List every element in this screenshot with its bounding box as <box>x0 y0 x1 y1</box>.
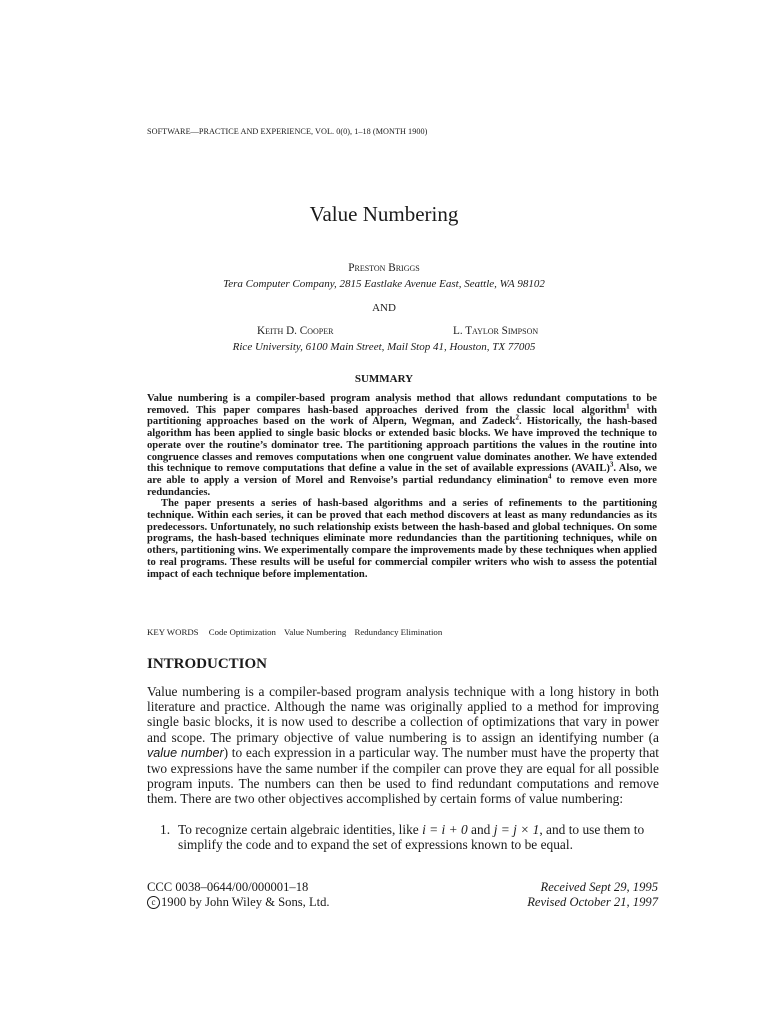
summary-text: . Also, we are able to apply a version of Morel and Renvoise’s partial redundancy elimination <box>147 463 658 486</box>
running-header: SOFTWARE—PRACTICE AND EXPERIENCE, VOL. 0(0), 1–18 (MONTH 1900) <box>147 127 428 136</box>
list-item <box>178 822 660 852</box>
author-affiliation: Tera Computer Company, 2815 Eastlake Avenue East, Seattle, WA 98102 <box>223 278 545 290</box>
list-number: 1. <box>160 822 171 837</box>
author-block-1 <box>0 262 768 274</box>
summary-text: to remove even more redundancies. <box>147 474 658 498</box>
intro-text: ) to each expression in a particular way. The number must have the property that two expressions have the same number if the compiler can prove they are equal for all possible program inputs. The numbers can then be used to find redundant computations and remove them. There are two other objectives accomplished by certain forms of value numbering: <box>147 744 659 807</box>
math-expression: j = j × 1 <box>493 822 540 837</box>
copyright-line <box>147 895 330 910</box>
citation-ref: 3 <box>609 460 614 469</box>
keywords-line <box>147 627 448 637</box>
numbered-list <box>160 822 660 852</box>
list-text: To recognize certain algebraic identities, like <box>178 822 423 837</box>
summary-text: with partitioning approaches based on the work of Alpern, Wegman, and Zadeck <box>147 404 657 428</box>
copyright-icon: c <box>147 896 160 909</box>
summary-paragraph: The paper presents a series of hash-based algorithms and a series of refinements to the partitioning technique. Within each series, it can be proved that each method discovers at least as many redundancies as its predecessors. Unfortunately, no such relationship exists between the hash-based and global techniques. On some programs, the hash-based techniques eliminate more redundancies than the partitioning techniques, while on others, partitioning wins. We experimentally compare the improvements made by these techniques when applied to real programs. These results will be useful for commercial compiler writers who wish to assess the potential impact of each technique before implementation. <box>147 498 657 580</box>
summary-text: Value numbering is a compiler-based program analysis method that allows redundant computations to be removed. This paper compares hash-based approaches derived from the classic local algorithm <box>147 393 657 416</box>
list-text: and <box>467 822 494 837</box>
and-separator: AND <box>372 302 396 314</box>
keywords-label: KEY WORDS <box>147 627 199 637</box>
summary-abstract <box>147 393 657 580</box>
citation-ref: 4 <box>548 472 552 481</box>
summary-text: . Historically, the hash-based algorithm has been applied to single basic blocks or extended basic blocks. We have improved the technique to operate over the routine’s dominator tree. The partitioning approach partitions the values in the routine into congruence classes and removes computations when one congruent value dominates another. We have extended this technique to remove computations that define a value in the set of available expressions (AVAIL) <box>147 416 658 475</box>
introduction-body <box>147 684 659 807</box>
keyword-item: Redundancy Elimination <box>354 627 443 637</box>
received-date: Received Sept 29, 1995 <box>540 880 658 894</box>
author-name: Keith D. Cooper <box>257 325 334 337</box>
defined-term: value number <box>147 745 224 760</box>
author-name: L. Taylor Simpson <box>453 325 539 337</box>
summary-paragraph <box>147 393 657 498</box>
summary-heading: SUMMARY <box>354 373 414 385</box>
intro-text: Value numbering is a compiler-based program analysis technique with a long history in both literature and practice. Although the name was originally applied to a method for improving single basic blocks, it is now used to describe a collection of optimizations that vary in power and scope. The primary objective of value numbering is to assign an identifying number (a <box>147 684 659 745</box>
author-name: Preston Briggs <box>348 262 420 274</box>
citation-ref: 1 <box>626 402 630 411</box>
math-expression: i = i + 0 <box>422 822 468 837</box>
revised-date: Revised October 21, 1997 <box>527 894 658 909</box>
list-text: , and to use them to simplify the code and to expand the set of expressions known to be equal. <box>178 822 645 853</box>
keyword-item: Value Numbering <box>284 627 347 637</box>
copyright-text: 1900 by John Wiley & Sons, Ltd. <box>161 894 330 909</box>
paper-title: Value Numbering <box>309 202 459 226</box>
footer-dates <box>420 880 658 910</box>
affiliation-row-2 <box>0 341 768 353</box>
article-code: CCC 0038–0644/00/000001–18 <box>147 880 309 894</box>
author-affiliation: Rice University, 6100 Main Street, Mail Stop 41, Houston, TX 77005 <box>232 341 536 353</box>
footer-publication-info <box>147 880 330 910</box>
keyword-item: Code Optimization <box>208 627 276 637</box>
citation-ref: 2 <box>515 413 519 422</box>
section-heading: INTRODUCTION <box>147 656 268 672</box>
intro-paragraph <box>147 684 659 807</box>
affiliation-row-1 <box>0 278 768 290</box>
